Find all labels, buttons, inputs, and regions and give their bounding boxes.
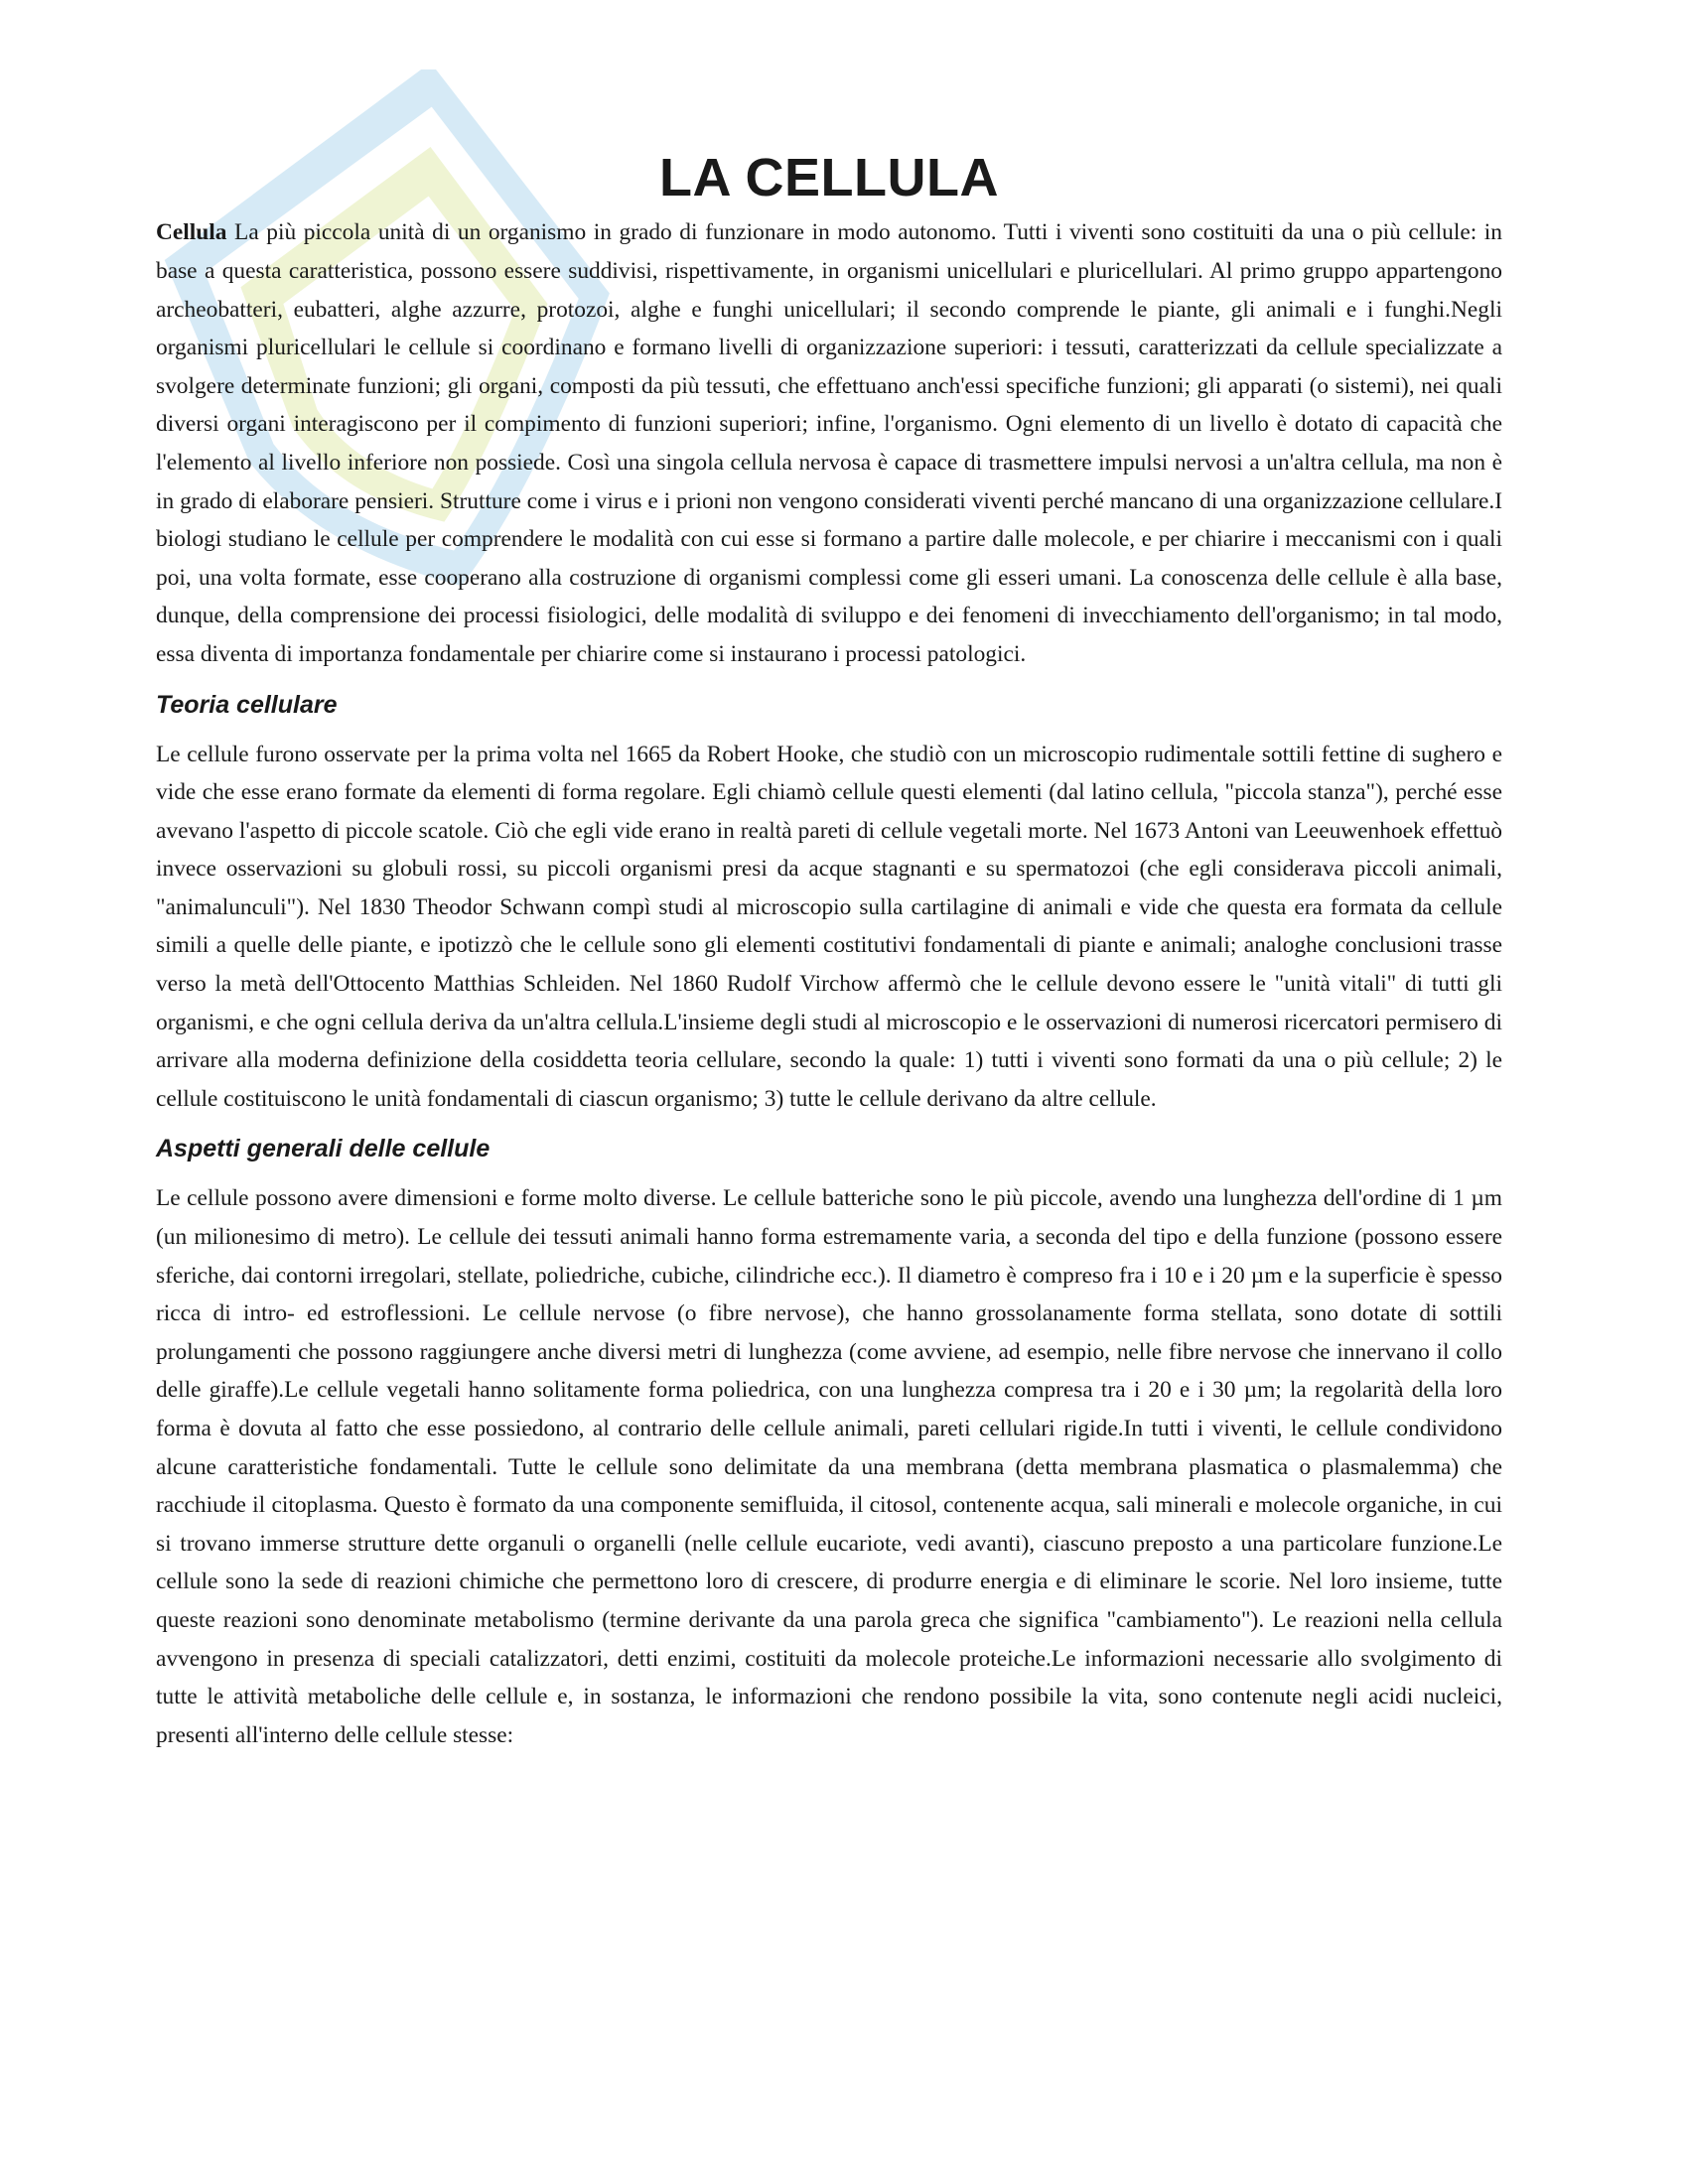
page-title: LA CELLULA xyxy=(659,148,999,207)
intro-paragraph xyxy=(156,213,1502,673)
intro-text: La più piccola unità di un organismo in grado di funzionare in modo autonomo. Tutti i viventi sono costituiti da una o più cellule: in base a questa caratteristica, possono essere suddivisi, rispettivamente, in organismi unicellulari e pluricellulari. Al primo gruppo appartengono archeobatteri, eubatteri, alghe azzurre, protozoi, alghe e funghi unicellulari; il secondo comprende le piante, gli animali e i funghi.Negli organismi pluricellulari le cellule si coordinano e formano livelli di organizzazione superiori: i tessuti, caratterizzati da cellule specializzate a svolgere determinate funzioni; gli organi, composti da più tessuti, che effettuano anch'essi specifiche funzioni; gli apparati (o sistemi), nei quali diversi organi interagiscono per il compimento di funzioni superiori; infine, l'organismo. Ogni elemento di un livello è dotato di capacità che l'elemento al livello inferiore non possiede. Così una singola cellula nervosa è capace di trasmettere impulsi nervosi a un'altra cellula, ma non è in grado di elaborare pensieri. Strutture come i virus e i prioni non vengono considerati viventi perché mancano di una organizzazione cellulare.I biologi studiano le cellule per comprendere le modalità con cui esse si formano a partire dalle molecole, e per chiarire i meccanismi con i quali poi, una volta formate, esse cooperano alla costruzione di organismi complessi come gli esseri umani. La conoscenza delle cellule è alla base, dunque, della comprensione dei processi fisiologici, delle modalità di sviluppo e dei fenomeni di invecchiamento dell'organismo; in tal modo, essa diventa di importanza fondamentale per chiarire come si instaurano i processi patologici. xyxy=(156,219,1502,667)
section-paragraph-aspetti-generali: Le cellule possono avere dimensioni e forme molto diverse. Le cellule batteriche sono le più piccole, avendo una lunghezza dell'ordine di 1 µm (un milionesimo di metro). Le cellule dei tessuti animali hanno forma estremamente varia, a seconda del tipo e della funzione (possono essere sferiche, dai contorni irregolari, stellate, poliedriche, cubiche, cilindriche ecc.). Il diametro è compreso fra i 10 e i 20 µm e la superficie è spesso ricca di intro- ed estroflessioni. Le cellule nervose (o fibre nervose), che hanno grossolanamente forma stellata, sono dotate di sottili prolungamenti che possono raggiungere anche diversi metri di lunghezza (come avviene, ad esempio, nelle fibre nervose che innervano il collo delle giraffe).Le cellule vegetali hanno solitamente forma poliedrica, con una lunghezza compresa tra i 20 e i 30 µm; la regolarità della loro forma è dovuta al fatto che esse possiedono, al contrario delle cellule animali, pareti cellulari rigide.In tutti i viventi, le cellule condividono alcune caratteristiche fondamentali. Tutte le cellule sono delimitate da una membrana (detta membrana plasmatica o plasmalemma) che racchiude il citoplasma. Questo è formato da una componente semifluida, il citosol, contenente acqua, sali minerali e molecole organiche, in cui si trovano immerse strutture dette organuli o organelli (nelle cellule eucariote, vedi avanti), ciascuno preposto a una particolare funzione.Le cellule sono la sede di reazioni chimiche che permettono loro di crescere, di produrre energia e di eliminare le scorie. Nel loro insieme, tutte queste reazioni sono denominate metabolismo (termine derivante da una parola greca che significa "cambiamento"). Le reazioni nella cellula avvengono in presenza di speciali catalizzatori, detti enzimi, costituiti da molecole proteiche.Le informazioni necessarie allo svolgimento di tutte le attività metaboliche delle cellule e, in sostanza, le informazioni che rendono possibile la vita, sono contenute negli acidi nucleici, presenti all'interno delle cellule stesse: xyxy=(156,1185,1502,1748)
intro-lead-term: Cellula xyxy=(156,219,227,246)
document-page xyxy=(156,149,1502,1754)
section-paragraph-teoria-cellulare: Le cellule furono osservate per la prima volta nel 1665 da Robert Hooke, che studiò con un microscopio rudimentale sottili fettine di sughero e vide che esse erano formate da elementi di forma regolare. Egli chiamò cellule questi elementi (dal latino cellula, "piccola stanza"), perché esse avevano l'aspetto di piccole scatole. Ciò che egli vide erano in realtà pareti di cellule vegetali morte. Nel 1673 Antoni van Leeuwenhoek effettuò invece osservazioni su globuli rossi, su piccoli organismi presi da acque stagnanti e su spermatozoi (che egli considerava piccoli animali, "animalunculi"). Nel 1830 Theodor Schwann compì studi al microscopio sulla cartilagine di animali e vide che questa era formata da cellule simili a quelle delle piante, e ipotizzò che le cellule sono gli elementi costitutivi fondamentali di piante e animali; analoghe conclusioni trasse verso la metà dell'Ottocento Matthias Schleiden. Nel 1860 Rudolf Virchow affermò che le cellule devono essere le "unità vitali" di tutti gli organismi, e che ogni cellula deriva da un'altra cellula.L'insieme degli studi al microscopio e le osservazioni di numerosi ricercatori permisero di arrivare alla moderna definizione della cosiddetta teoria cellulare, secondo la quale: 1) tutti i viventi sono formati da una o più cellule; 2) le cellule costituiscono le unità fondamentali di ciascun organismo; 3) tutte le cellule derivano da altre cellule. xyxy=(156,741,1502,1112)
section-heading-aspetti-generali: Aspetti generali delle cellule xyxy=(156,1135,491,1163)
section-heading-teoria-cellulare: Teoria cellulare xyxy=(156,690,338,719)
